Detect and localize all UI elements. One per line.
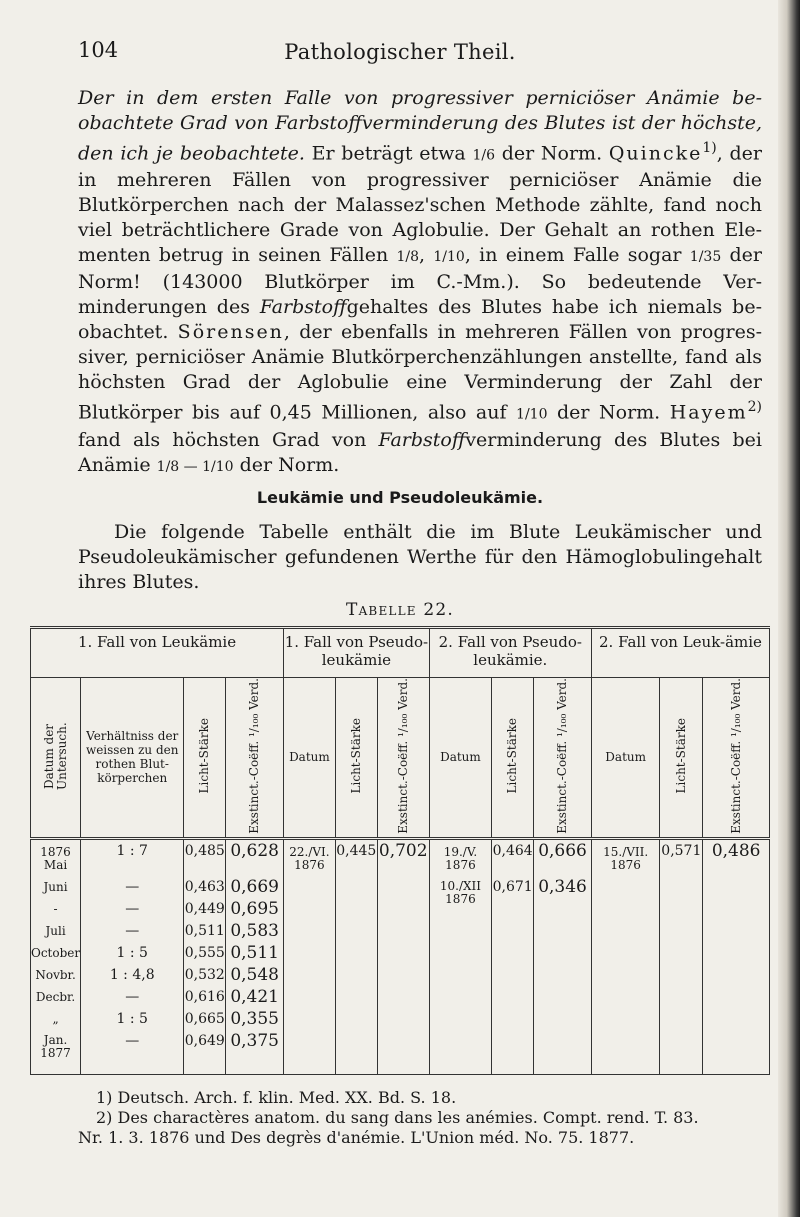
empty-cell <box>492 1008 534 1030</box>
date-cell <box>429 838 491 876</box>
date-text: 1876 <box>445 857 476 872</box>
fraction: 1/6 <box>472 147 495 164</box>
text-run: , der ebenfalls in mehreren Fällen von progres-siver, perniciöser Anämie Blutkörperchenzählungen anstellte, fand als höchsten Grad der Aglobulie eine Verminderung der Zahl der Blutkörper bis auf 0,45 Millionen, also auf <box>78 321 762 424</box>
table-row <box>31 898 770 920</box>
text-run: der Norm. <box>494 142 609 165</box>
text-run: der Norm! (143000 Blutkörper im C.-Mm.). So bedeutende Ver-minderungen des <box>78 244 763 319</box>
date-text: 1876 <box>40 844 71 859</box>
footnotes <box>78 1088 762 1148</box>
table-row <box>31 1008 770 1030</box>
fraction: 1/35 <box>689 249 722 266</box>
empty-cell <box>703 964 770 986</box>
coeff-cell: 0,583 <box>226 920 284 942</box>
coeff-cell: 0,421 <box>226 986 284 1008</box>
empty-cell <box>660 898 703 920</box>
empty-cell <box>335 1030 377 1075</box>
table-row <box>31 838 770 876</box>
group-header: 1. Fall von Leukämie <box>31 628 284 678</box>
coeff-cell: 0,695 <box>226 898 284 920</box>
table-row <box>31 1030 770 1075</box>
footnote: 2) Des charactères anatom. du sang dans les anémies. Compt. rend. T. 83. <box>96 1108 699 1127</box>
text-run: , der in mehreren Fällen von progressiver perniciöser Anämie die Blutkörperchen nach der Malassez'schen Methode zählte, fand noch viel beträchtlichere Grade von Aglobulie. Der Gehalt an rothen Ele-menten betrug in seinen Fällen <box>78 142 762 267</box>
intro-paragraph: Die folgende Tabelle enthält die im Blute Leukämischer und Pseudoleukämischer gefundenen Werthe für den Hämoglobulingehalt ihres Blutes. <box>78 521 762 593</box>
empty-cell <box>429 1030 491 1075</box>
coeff-cell: 0,375 <box>226 1030 284 1075</box>
empty-cell <box>703 920 770 942</box>
empty-cell <box>591 1030 659 1075</box>
empty-cell <box>284 920 336 942</box>
fraction: 1/10 <box>516 406 548 423</box>
coeff-cell: 0,666 <box>534 838 592 876</box>
licht-cell: 0,445 <box>335 838 377 876</box>
table-row <box>31 876 770 898</box>
empty-cell <box>534 1030 592 1075</box>
text-run: gehaltes des Blutes habe ich niemals be-obachtet. <box>78 296 762 344</box>
date-text: 19./V. <box>443 844 478 859</box>
ratio-cell: — <box>81 986 184 1008</box>
date-cell: October <box>31 942 81 964</box>
licht-cell: 0,671 <box>492 876 534 898</box>
licht-cell: 0,511 <box>184 920 226 942</box>
empty-cell <box>660 942 703 964</box>
date-cell <box>284 838 336 876</box>
fraction: 1/10 <box>433 249 465 266</box>
column-header: Datum <box>591 678 659 839</box>
empty-cell <box>492 920 534 942</box>
date-cell <box>31 838 81 876</box>
column-header-text: Licht-Stärke <box>673 718 688 794</box>
licht-cell: 0,555 <box>184 942 226 964</box>
date-cell: „ <box>31 1008 81 1030</box>
italic-word: Farbstoff <box>378 428 466 451</box>
empty-cell <box>534 986 592 1008</box>
empty-cell <box>377 898 429 920</box>
empty-cell <box>335 942 377 964</box>
ratio-cell: — <box>81 920 184 942</box>
column-header-text: Exstinct.-Coëff. ¹/₁₀₀ Verd. <box>555 678 570 834</box>
empty-cell <box>377 986 429 1008</box>
empty-cell <box>335 876 377 898</box>
author-sorensen: Sörensen <box>177 321 284 344</box>
empty-cell <box>703 898 770 920</box>
text-run: der Norm. <box>547 401 670 424</box>
date-cell <box>429 876 491 920</box>
date-cell <box>591 838 659 876</box>
table-row <box>31 986 770 1008</box>
empty-cell <box>591 986 659 1008</box>
column-header <box>492 678 534 839</box>
table-row <box>31 920 770 942</box>
licht-cell: 0,616 <box>184 986 226 1008</box>
group-header: 2. Fall von Pseudo-leukämie. <box>429 628 591 678</box>
column-header-text: Licht-Stärke <box>505 718 520 794</box>
date-text: 15./VII. <box>603 844 649 859</box>
empty-cell <box>335 920 377 942</box>
date-text: 10./XII <box>439 879 482 894</box>
table-group-header-row <box>31 628 770 678</box>
date-cell: Decbr. <box>31 986 81 1008</box>
ratio-cell: — <box>81 898 184 920</box>
empty-cell <box>591 876 659 898</box>
empty-cell <box>534 920 592 942</box>
column-header <box>660 678 703 839</box>
ratio-cell: — <box>81 1030 184 1075</box>
group-header: 2. Fall von Leuk-ämie <box>591 628 769 678</box>
column-header-text: Datum der Untersuch. <box>41 722 69 790</box>
column-header <box>703 678 770 839</box>
empty-cell <box>377 942 429 964</box>
empty-cell <box>284 1030 336 1075</box>
empty-cell <box>284 1008 336 1030</box>
text-run: verminderung des Blutes bei Anämie <box>78 428 762 476</box>
coeff-cell: 0,355 <box>226 1008 284 1030</box>
page-number: 104 <box>78 38 119 62</box>
empty-cell <box>591 942 659 964</box>
table-title: Tabelle 22. <box>346 600 454 620</box>
licht-cell: 0,485 <box>184 838 226 876</box>
empty-cell <box>534 1008 592 1030</box>
licht-cell: 0,532 <box>184 964 226 986</box>
table-column-header-row <box>31 678 770 839</box>
column-header: Datum <box>284 678 336 839</box>
licht-cell: 0,449 <box>184 898 226 920</box>
column-header-text: Exstinct.-Coëff. ¹/₁₀₀ Verd. <box>247 678 262 834</box>
empty-cell <box>492 1030 534 1075</box>
empty-cell <box>660 986 703 1008</box>
empty-cell <box>660 964 703 986</box>
empty-cell <box>591 920 659 942</box>
ratio-cell: 1 : 5 <box>81 942 184 964</box>
empty-cell <box>660 920 703 942</box>
date-text: 1876 <box>294 857 325 872</box>
date-text: 1877 <box>40 1046 71 1061</box>
empty-cell <box>377 1030 429 1075</box>
empty-cell <box>377 920 429 942</box>
coeff-cell: 0,548 <box>226 964 284 986</box>
coeff-cell: 0,511 <box>226 942 284 964</box>
date-text: 1876 <box>445 892 476 907</box>
empty-cell <box>377 1008 429 1030</box>
column-header-text: Exstinct.-Coëff. ¹/₁₀₀ Verd. <box>395 678 410 834</box>
coeff-cell: 0,702 <box>377 838 429 876</box>
footnote: 1) Deutsch. Arch. f. klin. Med. XX. Bd. S. 18. <box>96 1088 457 1107</box>
date-text: 1876 <box>610 857 641 872</box>
date-text: 22./VI. <box>289 844 330 859</box>
empty-cell <box>377 876 429 898</box>
empty-cell <box>335 898 377 920</box>
column-header-text: Licht-Stärke <box>348 718 363 794</box>
text-run: fand als höchsten Grad von <box>78 428 379 451</box>
column-header-text: Licht-Stärke <box>197 718 212 794</box>
fraction: 1/8 <box>396 249 420 266</box>
empty-cell <box>429 964 491 986</box>
empty-cell <box>660 1030 703 1075</box>
author-quincke: Quincke <box>608 142 703 165</box>
empty-cell <box>429 920 491 942</box>
haemoglobin-table <box>30 626 770 1075</box>
empty-cell <box>703 942 770 964</box>
empty-cell <box>429 986 491 1008</box>
author-hayem: Hayem <box>669 401 748 424</box>
footnote: Nr. 1. 3. 1876 und Des degrès d'anémie. L'Union méd. No. 75. 1877. <box>78 1128 635 1147</box>
coeff-cell: 0,346 <box>534 876 592 898</box>
licht-cell: 0,665 <box>184 1008 226 1030</box>
empty-cell <box>492 964 534 986</box>
empty-cell <box>284 876 336 898</box>
empty-cell <box>591 964 659 986</box>
column-header: Verhältniss der weissen zu den rothen Blut-körperchen <box>81 678 184 839</box>
empty-cell <box>335 986 377 1008</box>
footnote-ref: 1) <box>702 140 717 156</box>
column-header <box>184 678 226 839</box>
ratio-cell: 1 : 4,8 <box>81 964 184 986</box>
coeff-cell: 0,628 <box>226 838 284 876</box>
coeff-cell: 0,669 <box>226 876 284 898</box>
empty-cell <box>429 942 491 964</box>
empty-cell <box>284 964 336 986</box>
fraction: 1/8 — 1/10 <box>156 458 234 475</box>
text-run: Er beträgt etwa <box>304 142 473 165</box>
section-heading: Leukämie und Pseudoleukämie. <box>256 488 544 507</box>
ratio-cell: 1 : 5 <box>81 1008 184 1030</box>
licht-cell: 0,463 <box>184 876 226 898</box>
italic-sentence: Der in dem ersten Falle von progressiver perniciöser Anämie be-obachtete Grad von Farbstoffverminderung des Blutes ist der höchste, den ich je beobachtete. <box>78 87 762 165</box>
column-header <box>31 678 81 839</box>
coeff-cell: 0,486 <box>703 838 770 876</box>
group-header: 1. Fall von Pseudo-leukämie <box>284 628 430 678</box>
empty-cell <box>703 1008 770 1030</box>
empty-cell <box>660 876 703 898</box>
empty-cell <box>284 898 336 920</box>
empty-cell <box>534 898 592 920</box>
column-header: Datum <box>429 678 491 839</box>
empty-cell <box>660 1008 703 1030</box>
empty-cell <box>492 986 534 1008</box>
column-header <box>377 678 429 839</box>
text-run: der Norm. <box>233 453 340 476</box>
empty-cell <box>377 964 429 986</box>
empty-cell <box>703 986 770 1008</box>
text-run: , in einem Falle sogar <box>464 244 690 267</box>
date-text: Jan. <box>43 1033 68 1048</box>
date-cell <box>31 1030 81 1075</box>
text-run: , <box>419 244 434 267</box>
column-header <box>534 678 592 839</box>
date-cell: Novbr. <box>31 964 81 986</box>
licht-cell: 0,571 <box>660 838 703 876</box>
date-text: Mai <box>43 857 68 872</box>
date-cell: Juli <box>31 920 81 942</box>
licht-cell: 0,464 <box>492 838 534 876</box>
paragraph-anaemia <box>78 86 762 480</box>
ratio-cell: — <box>81 876 184 898</box>
empty-cell <box>591 1008 659 1030</box>
empty-cell <box>335 964 377 986</box>
empty-cell <box>703 1030 770 1075</box>
empty-cell <box>335 1008 377 1030</box>
date-cell: - <box>31 898 81 920</box>
ratio-cell: 1 : 7 <box>81 838 184 876</box>
running-title: Pathologischer Theil. <box>284 40 516 64</box>
empty-cell <box>284 986 336 1008</box>
table-row <box>31 942 770 964</box>
licht-cell: 0,649 <box>184 1030 226 1075</box>
italic-word: Farbstoff <box>259 296 347 319</box>
empty-cell <box>492 898 534 920</box>
empty-cell <box>534 964 592 986</box>
empty-cell <box>591 898 659 920</box>
empty-cell <box>492 942 534 964</box>
empty-cell <box>534 942 592 964</box>
column-header <box>226 678 284 839</box>
footnote-ref: 2) <box>747 399 762 416</box>
date-cell: Juni <box>31 876 81 898</box>
empty-cell <box>429 1008 491 1030</box>
table-row <box>31 964 770 986</box>
empty-cell <box>703 876 770 898</box>
empty-cell <box>284 942 336 964</box>
column-header-text: Exstinct.-Coëff. ¹/₁₀₀ Verd. <box>728 678 743 834</box>
column-header <box>335 678 377 839</box>
